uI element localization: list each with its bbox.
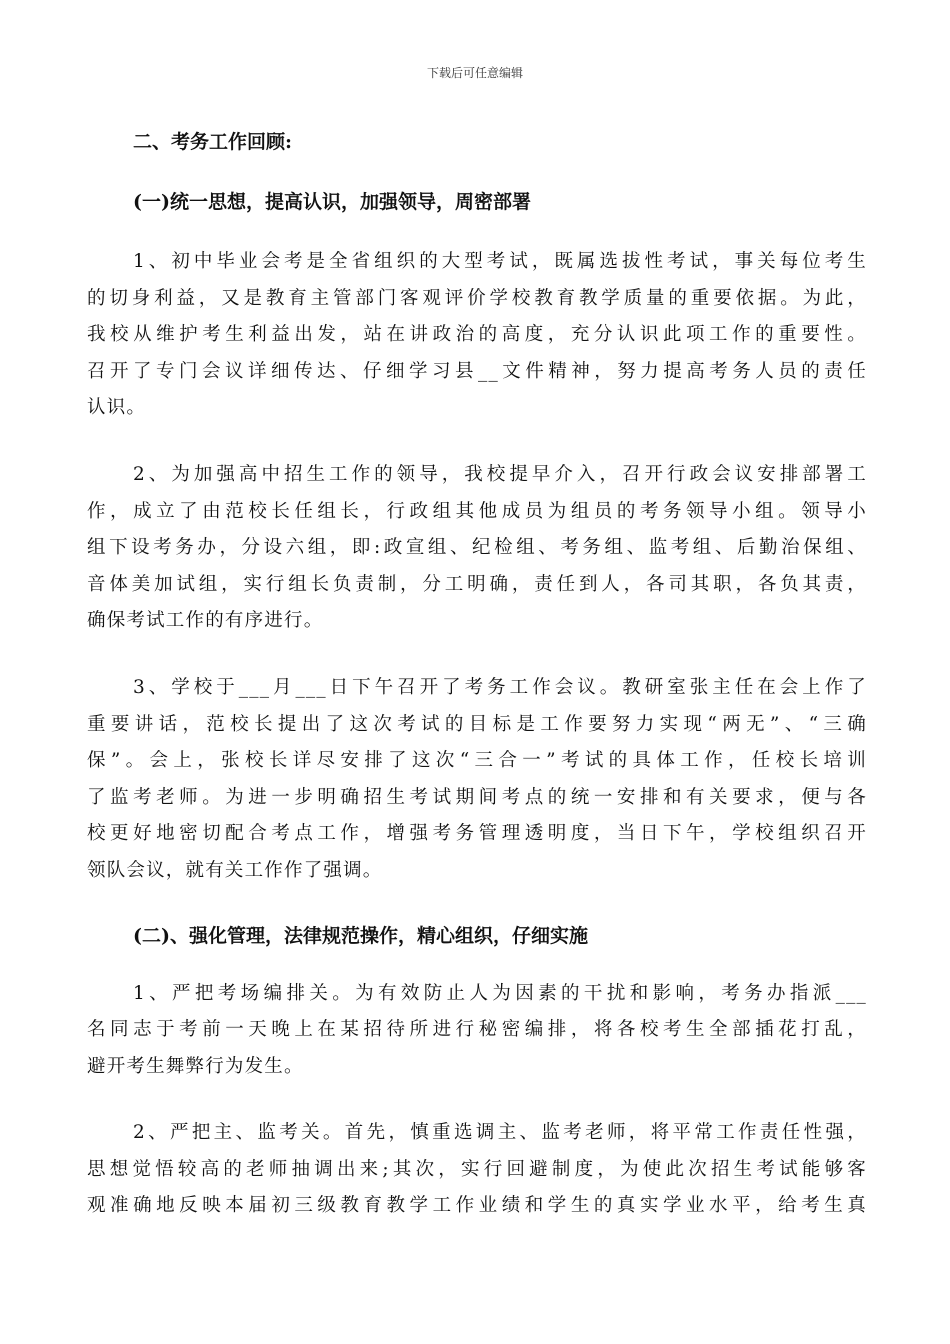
paragraph-line: 领队会议，就有关工作作了强调。	[87, 859, 383, 881]
paragraph-line: 1、严把考场编排关。为有效防止人为因素的干扰和影响，考务办指派___	[133, 982, 867, 1004]
paragraph-line: 3、学校于___月___日下午召开了考务工作会议。教研室张主任在会上作了	[133, 676, 867, 698]
paragraph-line: 2、严把主、监考关。首先，慎重选调主、监考老师，将平常工作责任性强，	[133, 1122, 867, 1144]
subsection-title-2: (二)、强化管理，法律规范操作，精心组织，仔细实施	[133, 924, 588, 947]
paragraph-line: 1、初中毕业会考是全省组织的大型考试，既属选拔性考试，事关每位考生	[133, 251, 867, 272]
paragraph-4	[87, 976, 867, 1086]
paragraph-line: 思想觉悟较高的老师抽调出来;其次，实行回避制度，为使此次招生考试能够客	[87, 1158, 867, 1180]
paragraph-line: 作，成立了由范校长任组长，行政组其他成员为组员的考务领导小组。领导小	[87, 500, 867, 522]
paragraph-1	[87, 244, 867, 427]
paragraph-line: 音体美加试组，实行组长负责制，分工明确，责任到人，各司其职，各负其责，	[87, 573, 867, 595]
paragraph-line: 校更好地密切配合考点工作，增强考务管理透明度，当日下午，学校组织召开	[87, 823, 867, 845]
paragraph-line: 了监考老师。为进一步明确招生考试期间考点的统一安排和有关要求，便与各	[87, 786, 867, 808]
paragraph-line: 保”。会上，张校长详尽安排了这次“三合一”考试的具体工作，任校长培训	[87, 750, 867, 772]
paragraph-line: 避开考生舞弊行为发生。	[87, 1055, 304, 1077]
paragraph-line: 认识。	[87, 397, 147, 419]
paragraph-2	[87, 457, 867, 640]
paragraph-line: 的切身利益，又是教育主管部门客观评价学校教育教学质量的重要依据。为此，	[87, 287, 867, 309]
paragraph-line: 组下设考务办，分设六组，即:政宣组、纪检组、考务组、监考组、后勤治保组、	[87, 537, 867, 559]
paragraph-line: 确保考试工作的有序进行。	[87, 610, 324, 632]
subsection-title-1: (一)统一思想，提高认识，加强领导，周密部署	[133, 191, 531, 213]
paragraph-3	[87, 670, 867, 890]
paragraph-line: 名同志于考前一天晚上在某招待所进行秘密编排，将各校考生全部插花打乱，	[87, 1019, 867, 1041]
section-title: 二、考务工作回顾:	[133, 131, 293, 153]
paragraph-line: 重要讲话，范校长提出了这次考试的目标是工作要努力实现“两无”、“三确	[87, 713, 867, 735]
document-body	[87, 126, 867, 1255]
paragraph-line: 召开了专门会议详细传达、仔细学习县__文件精神，努力提高考务人员的责任	[87, 360, 867, 382]
paragraph-line: 观准确地反映本届初三级教育教学工作业绩和学生的真实学业水平，给考生真	[87, 1195, 867, 1217]
paragraph-5	[87, 1115, 867, 1225]
paragraph-line: 我校从维护考生利益出发，站在讲政治的高度，充分认识此项工作的重要性。	[87, 324, 867, 346]
paragraph-line: 2、为加强高中招生工作的领导，我校提早介入，召开行政会议安排部署工	[133, 463, 867, 485]
page-header: 下载后可任意编辑	[426, 66, 523, 80]
